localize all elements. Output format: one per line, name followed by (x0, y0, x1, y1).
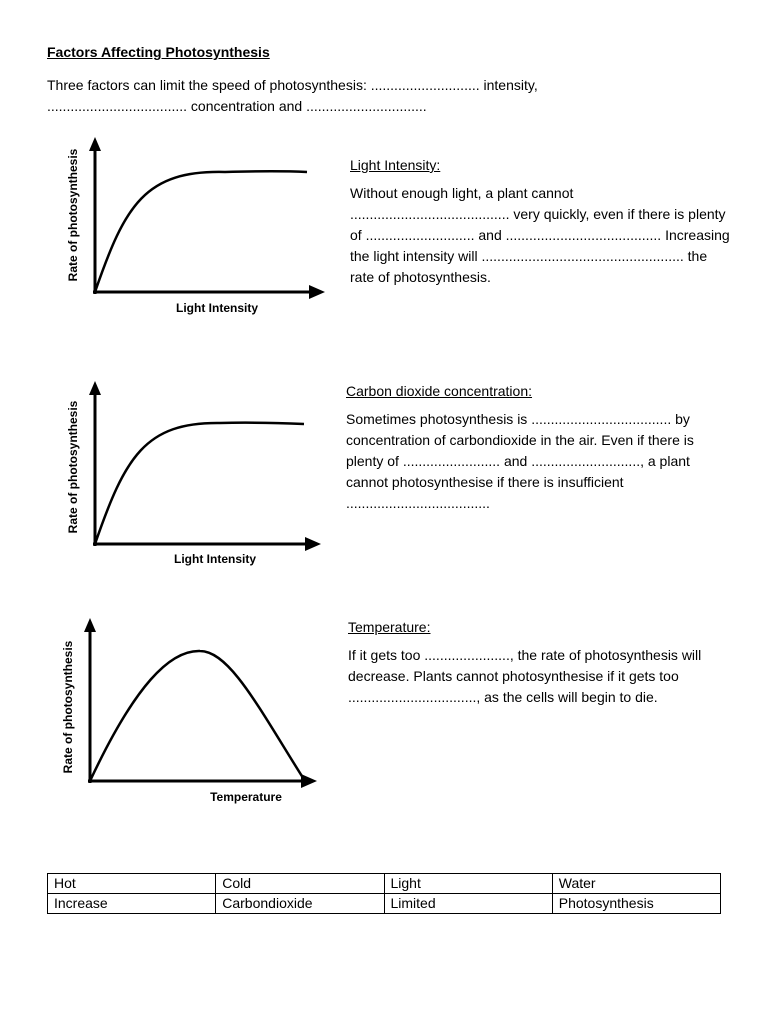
x-axis-arrow (301, 774, 317, 788)
y-axis-label: Rate of photosynthesis (61, 640, 75, 774)
x-axis-label: Temperature (210, 790, 282, 804)
table-cell: Water (552, 874, 720, 894)
temperature-graph (55, 615, 345, 810)
rate-curve (95, 423, 304, 544)
section-heading: Temperature: (348, 619, 431, 635)
temperature-section (348, 619, 728, 708)
y-axis-label: Rate of photosynthesis (66, 400, 80, 534)
table-cell: Limited (384, 894, 552, 914)
page-title: Factors Affecting Photosynthesis (47, 44, 270, 60)
table-cell: Carbondioxide (216, 894, 384, 914)
table-cell: Photosynthesis (552, 894, 720, 914)
table-cell: Hot (48, 874, 216, 894)
section-text: Without enough light, a plant cannot ......................................... very quickly, even if there is plenty of ............................ and ........................................ Increasing the light intensity will .................................................... the rate of photosynthesis. (350, 185, 730, 285)
table-row (48, 874, 721, 894)
section-text: If it gets too ......................, the rate of photosynthesis will decrease. Plants cannot photosynthesise if it gets too ................................., as the cells will begin to die. (348, 647, 702, 705)
section-heading: Light Intensity: (350, 157, 441, 173)
table-cell: Cold (216, 874, 384, 894)
intro-paragraph: Three factors can limit the speed of photosynthesis: ............................ intensity, .................................... concentration and ............................... (47, 77, 538, 114)
table-cell: Increase (48, 894, 216, 914)
y-axis-label: Rate of photosynthesis (66, 148, 80, 282)
section-text: Sometimes photosynthesis is .................................... by concentration of carbondioxide in the air. Even if there is plenty of ......................... and ............................, a plant cannot photosynthesise if there is insufficient ..................................... (346, 411, 694, 511)
rate-curve (90, 651, 305, 781)
section-heading: Carbon dioxide concentration: (346, 383, 533, 399)
table-row (48, 894, 721, 914)
table-cell: Light (384, 874, 552, 894)
rate-curve (95, 171, 307, 292)
x-axis-label: Light Intensity (174, 552, 256, 566)
x-axis-arrow (309, 285, 325, 299)
carbon-dioxide-section (346, 383, 726, 514)
light-intensity-section (350, 157, 730, 288)
light-intensity-graph (55, 135, 345, 325)
x-axis-arrow (305, 537, 321, 551)
carbon-dioxide-graph (55, 377, 345, 572)
x-axis-label: Light Intensity (176, 301, 258, 315)
word-bank-table (47, 873, 721, 914)
